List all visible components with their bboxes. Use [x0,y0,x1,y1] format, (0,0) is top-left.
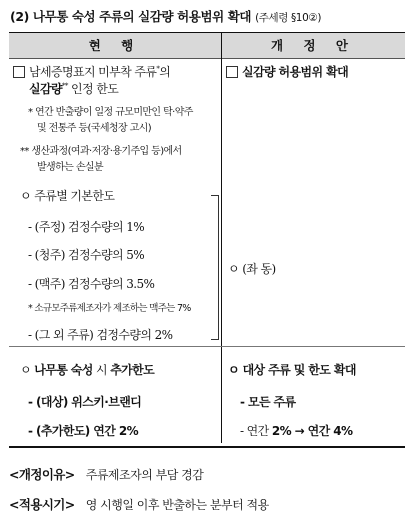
note1-line2: 및 전통주 등(국세청장 고시) [37,123,151,134]
extra-limit-label: - (추가한도) [28,424,94,438]
note2-line1: ** 생산과정(여과·저장·용기주입 등)에서 [20,146,182,157]
revised-item1: 실감량 허용범위 확대 [242,65,349,79]
revised-change-prefix: - 연간 [240,424,272,438]
current-additional-heading [20,361,154,378]
revised-change [240,422,352,439]
section-title [10,7,321,25]
apply-row [9,494,269,513]
additional-marker: ㅇ [20,363,35,377]
note2-line2: 발생하는 손실분 [37,162,103,173]
current-item1-tail: 의 [159,65,171,79]
additional-plain: 시 [92,363,111,377]
header-revised [222,33,405,59]
reason-label: <개정이유> [9,467,75,482]
current-item1-prefix: 남세증명표지 미부착 주류 [29,65,157,79]
revised-all-liquor: - 모든 주류 [240,395,296,409]
base-item-spirit: - (주정) 검정수량의 1% [28,220,145,234]
section-reference: (주세령 §10②) [255,12,322,24]
row-divider [9,346,405,347]
current-item1-sup: * [156,65,160,73]
base-item-beer: - (맥주) 검정수량의 3.5% [28,277,155,291]
current-target: - (대상) 위스키·브랜디 [28,395,142,409]
reason-text: 주류제조자의 부담 경감 [85,468,204,482]
base-item-other: - (그 외 주류) 검정수량의 2% [28,328,173,342]
apply-label: <적용시기> [9,497,75,512]
additional-bold-limit: 추가한도 [110,363,155,377]
section-title-text: (2) 나무통 숙성 주류의 실감량 허용범위 확대 [10,9,252,24]
current-item1-suffix: 인정 한도 [67,82,119,96]
base-item-cheongju: - (청주) 검정수량의 5% [28,248,145,262]
base-heading: ㅇ 주류별 기본한도 [20,189,115,203]
current-item1-line2 [29,80,118,97]
current-extra-limit [28,422,138,439]
checkbox-square-icon [13,66,25,78]
apply-text: 영 시행일 이후 반출하는 분부터 적용 [85,498,269,512]
revised-same: ㅇ (좌 동) [228,262,276,276]
header-current [9,33,221,59]
additional-bold-barrel: 나무통 숙성 [34,363,93,377]
revised-change-value: 2% → 연간 4% [271,424,353,438]
note1-line1: * 연간 반출량이 일정 규모미만인 탁·약주 [28,107,193,118]
column-divider [221,33,222,443]
base-note-small-brewer: * 소규모주류제조자가 제조하는 맥주는 7% [28,303,191,314]
extra-limit-value: 연간 2% [93,424,139,438]
brace-bracket [211,195,219,340]
current-item1-sup2: ** [61,82,68,90]
revised-expand-heading: ㅇ 대상 주류 및 한도 확대 [228,363,356,377]
header-current-label: 현 행 [88,38,142,53]
current-item1-bold: 실감량 [29,82,62,96]
current-item1-line1 [29,63,170,80]
reason-row [9,464,203,483]
header-revised-label: 개 정 안 [271,38,356,53]
checkbox-square-icon [226,66,238,78]
